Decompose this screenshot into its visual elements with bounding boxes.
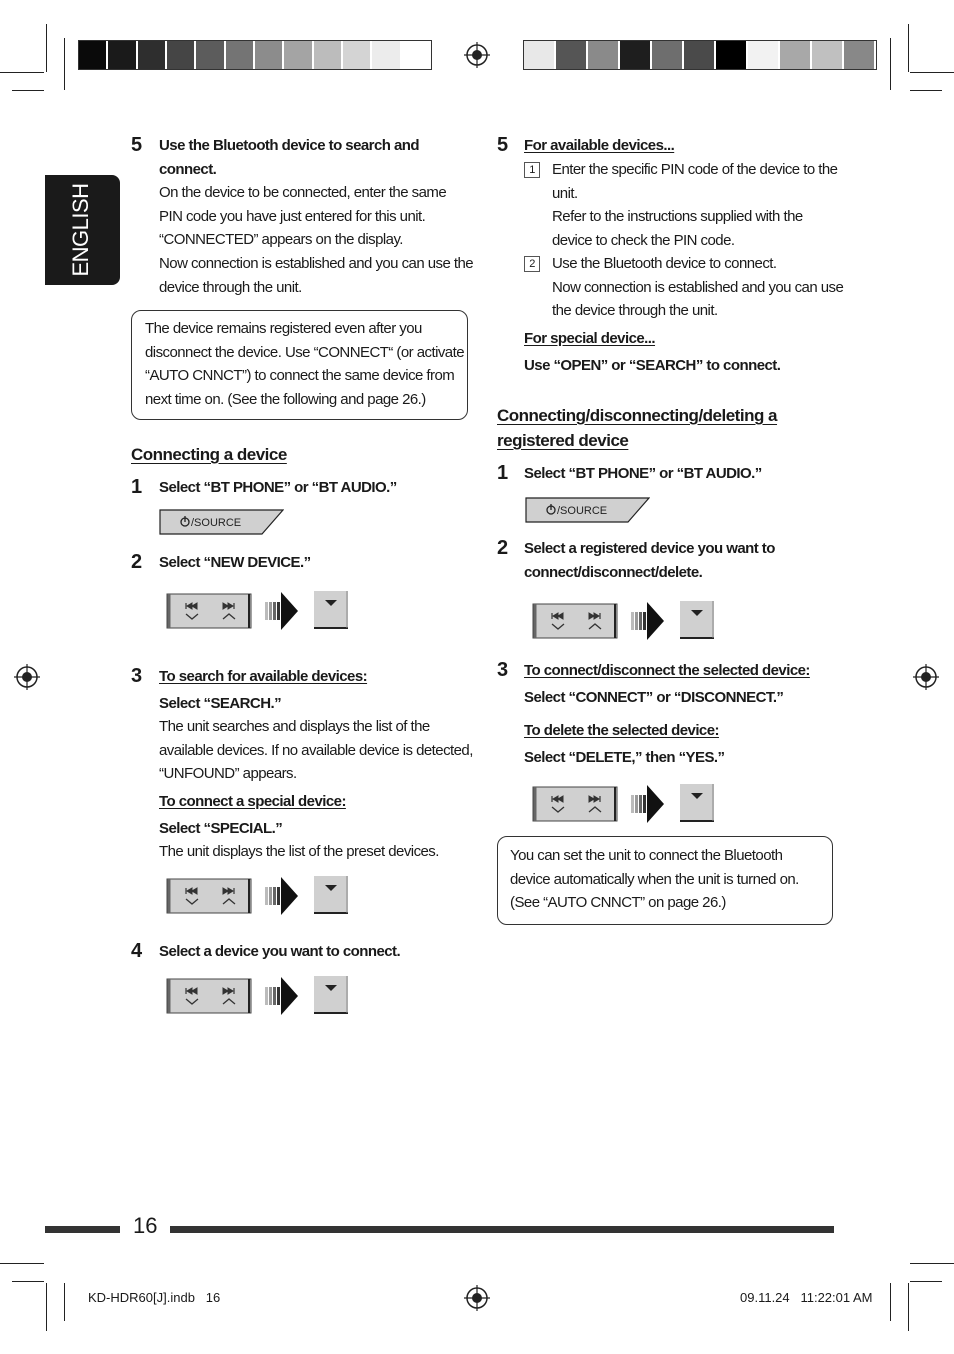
instruction: Select “SEARCH.” (159, 694, 282, 712)
step-number: 4 (131, 940, 143, 962)
control-sequence (532, 600, 722, 642)
body-line: Now connection is established and you can use the (159, 254, 474, 272)
control-sequence (532, 783, 722, 825)
color-swatch (684, 41, 714, 69)
body-line: The unit searches and displays the list of the (159, 718, 430, 736)
color-swatch (748, 41, 778, 69)
note-line: next time on. (See the following and page 26.) (145, 390, 426, 408)
color-swatch (716, 41, 746, 69)
color-swatch (343, 41, 370, 69)
down-button[interactable] (680, 601, 714, 638)
step-number: 5 (497, 134, 509, 156)
step-number: 1 (497, 462, 509, 484)
color-swatch (556, 41, 586, 69)
color-swatch (524, 41, 554, 69)
step-text: Select “BT PHONE” or “BT AUDIO.” (524, 465, 762, 482)
file-info: KD-HDR60[J].indb 16 (88, 1290, 221, 1305)
body-line: the device through the unit. (552, 302, 718, 320)
body-line: device to check the PIN code. (552, 231, 735, 249)
source-button[interactable] (525, 497, 650, 523)
color-swatch (79, 41, 106, 69)
body-line: Enter the specific PIN code of the device to the (552, 161, 838, 178)
info-note (131, 310, 468, 420)
footer-rule-left (45, 1226, 120, 1233)
step-heading: Use the Bluetooth device to search and (159, 137, 419, 154)
step-number: 1 (131, 476, 143, 498)
color-swatch (138, 41, 165, 69)
step-number: 2 (131, 551, 143, 573)
color-swatch (255, 41, 282, 69)
arrow-right-icon (265, 977, 298, 1015)
down-button[interactable] (314, 976, 348, 1013)
step-number: 3 (497, 659, 509, 681)
color-swatch (226, 41, 253, 69)
note-line: The device remains registered even after you (145, 320, 422, 337)
down-button[interactable] (314, 591, 348, 628)
instruction: Select “SPECIAL.” (159, 819, 283, 837)
body-line: Now connection is established and you can use (552, 278, 844, 296)
color-swatch (588, 41, 618, 69)
sub-heading: For special device... (524, 330, 656, 347)
step-text-line: Select a registered device you want to (524, 540, 775, 557)
step-text-line: connect/disconnect/delete. (524, 563, 703, 581)
instruction: Select “CONNECT” or “DISCONNECT.” (524, 688, 784, 706)
body-line: unit. (552, 184, 578, 202)
color-swatch (372, 41, 399, 69)
language-tab-label: ENGLISH (68, 183, 93, 277)
body-line: PIN code you have just entered for this unit. (159, 207, 426, 225)
section-title: Connecting a device (131, 445, 287, 464)
control-sequence (166, 590, 356, 632)
step-3-text (159, 665, 479, 864)
print-date: 09.11.24 11:22:01 AM (740, 1290, 873, 1305)
color-swatch (402, 41, 429, 69)
color-swatch (167, 41, 194, 69)
note-line: “AUTO CNNCT”) to connect the same device from (145, 367, 455, 385)
source-button-label: /SOURCE (191, 517, 242, 529)
language-tab (45, 175, 120, 285)
page-number: 16 (133, 1213, 158, 1238)
color-swatch (812, 41, 842, 69)
item-2 (524, 252, 854, 323)
skip-buttons[interactable] (167, 879, 251, 913)
skip-buttons[interactable] (167, 979, 251, 1013)
arrow-right-icon (631, 785, 664, 823)
source-button-label: /SOURCE (557, 505, 608, 517)
body-line: The unit displays the list of the preset devices. (159, 843, 439, 861)
step-text: Select “BT PHONE” or “BT AUDIO.” (159, 479, 397, 496)
step-5-text (159, 134, 479, 299)
body-line: “UNFOUND” appears. (159, 765, 297, 783)
body-line: device through the unit. (159, 278, 302, 296)
info-note (497, 836, 833, 925)
arrow-right-icon (631, 602, 664, 640)
color-swatch (780, 41, 810, 69)
registration-target-icon (464, 1285, 490, 1311)
color-swatch (844, 41, 874, 69)
step-number: 5 (131, 134, 143, 156)
color-swatch (196, 41, 223, 69)
control-sequence (166, 875, 356, 917)
step-text (524, 537, 775, 584)
footer-rule-right (170, 1226, 834, 1233)
skip-buttons[interactable] (167, 594, 251, 628)
sub-heading: For available devices... (524, 137, 675, 154)
step-3-text (524, 659, 844, 769)
note-line: (See “AUTO CNNCT” on page 26.) (510, 894, 726, 912)
color-bar-left (78, 40, 432, 70)
note-line: You can set the unit to connect the Bluetooth (510, 847, 783, 864)
skip-buttons[interactable] (533, 787, 617, 821)
source-button[interactable] (159, 509, 284, 535)
step-number: 2 (497, 537, 509, 559)
instruction: Select “DELETE,” then “YES.” (524, 748, 725, 766)
color-bar-right (523, 40, 877, 70)
registration-target-icon (464, 42, 490, 68)
step-number: 3 (131, 665, 143, 687)
instruction: Use “OPEN” or “SEARCH” to connect. (524, 356, 781, 374)
color-swatch (284, 41, 311, 69)
section-title (497, 403, 777, 453)
section-title-line: registered device (497, 431, 629, 450)
body-line: Use the Bluetooth device to connect. (552, 255, 777, 272)
body-line: available devices. If no available device is detected, (159, 741, 473, 759)
arrow-right-icon (265, 877, 298, 915)
special-device (524, 327, 844, 377)
body-line: On the device to be connected, enter the same (159, 184, 447, 202)
item-number-box: 2 (524, 256, 540, 272)
color-swatch (314, 41, 341, 69)
item-1 (524, 158, 854, 252)
color-swatch (652, 41, 682, 69)
color-swatch (620, 41, 650, 69)
body-line: “CONNECTED” appears on the display. (159, 231, 403, 249)
registration-target-icon (913, 664, 939, 690)
down-button[interactable] (680, 784, 714, 821)
control-sequence (166, 975, 356, 1017)
skip-buttons[interactable] (533, 604, 617, 638)
arrow-right-icon (265, 592, 298, 630)
color-swatch (108, 41, 135, 69)
sub-heading: To connect a special device: (159, 792, 346, 810)
registration-target-icon (14, 664, 40, 690)
step-text: Select a device you want to connect. (159, 943, 401, 960)
note-line: device automatically when the unit is turned on. (510, 870, 799, 888)
note-line: disconnect the device. Use “CONNECT“ (or activate (145, 343, 465, 361)
item-number-box: 1 (524, 162, 540, 178)
body-line: Refer to the instructions supplied with the (552, 208, 803, 226)
step-5-text (524, 134, 844, 158)
sub-heading: To delete the selected device: (524, 722, 719, 740)
sub-heading: To search for available devices: (159, 668, 368, 685)
section-title-line: Connecting/disconnecting/deleting a (497, 406, 778, 425)
sub-heading: To connect/disconnect the selected device: (524, 662, 810, 679)
step-heading: connect. (159, 160, 217, 178)
down-button[interactable] (314, 876, 348, 913)
step-text: Select “NEW DEVICE.” (159, 554, 311, 571)
